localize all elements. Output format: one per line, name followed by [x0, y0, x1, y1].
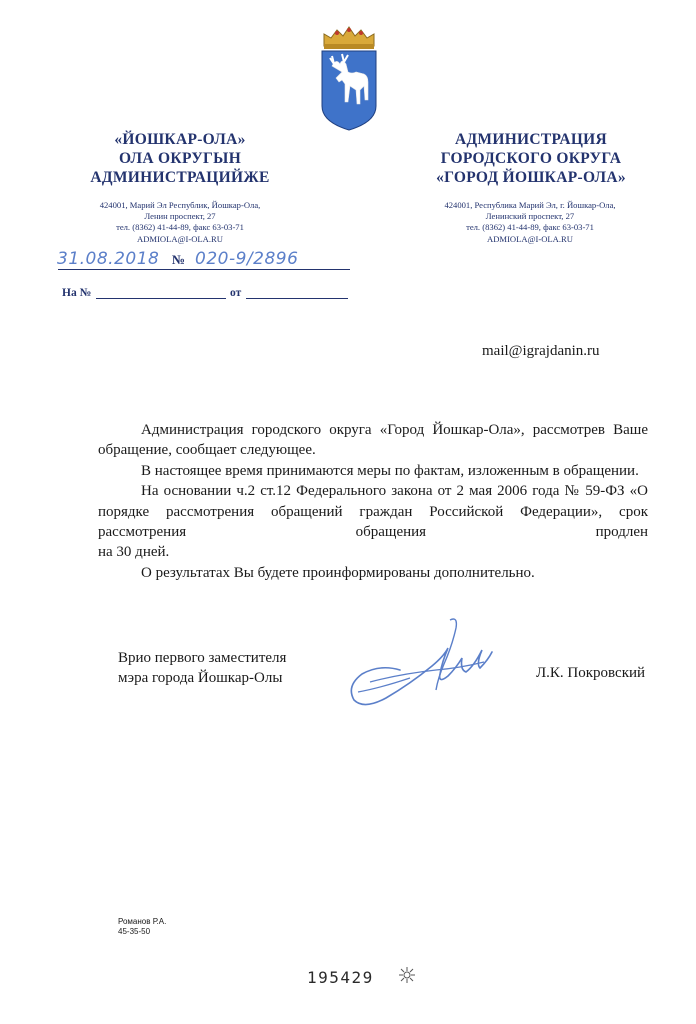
reference-date-blank [246, 298, 348, 299]
number-sign: № [172, 252, 186, 267]
serial-number: 195429 [307, 968, 374, 987]
executor-name: Романов Р.А. [118, 917, 167, 926]
letter-body [98, 420, 648, 583]
address-line: Ленин проспект, 27 [144, 211, 216, 222]
address-line: 424001, Республика Марий Эл, г. Йошкар-Ола, [444, 200, 616, 210]
registration-line [55, 251, 355, 275]
paragraph: В настоящее время принимаются меры по фактам, изложенным в обращении. [141, 462, 639, 479]
position-line: мэра города Йошкар-Олы [118, 670, 283, 687]
header-right-line: АДМИНИСТРАЦИЯ [454, 131, 608, 148]
header-right-address [420, 200, 640, 245]
header-left-address [72, 200, 288, 245]
registration-date: 31.08.2018 [57, 249, 160, 269]
recipient-email: mail@igrajdanin.ru [482, 343, 600, 359]
reference-from-label: от [230, 287, 242, 299]
handwritten-signature [340, 612, 500, 720]
address-line: ADMIOLA@I-OLA.RU [137, 233, 223, 244]
executor-phone: 45-35-50 [118, 927, 151, 936]
position-line: Врио первого заместителя [118, 650, 287, 666]
registration-number: 020-9/2896 [195, 249, 299, 269]
signatory-name: Л.К. Покровский [536, 665, 646, 681]
print-mark-icon [398, 966, 416, 984]
registration-underline [58, 269, 350, 270]
address-line: 424001, Марий Эл Республик, Йошкар-Ола, [99, 200, 261, 210]
header-right-line: «ГОРОД ЙОШКАР-ОЛА» [436, 169, 626, 186]
reference-line [62, 287, 352, 305]
header-left-line: ОЛА ОКРУГЫН [118, 150, 242, 167]
address-line: тел. (8362) 41-44-89, факс 63-03-71 [116, 222, 244, 233]
address-line: ADMIOLA@I-OLA.RU [487, 233, 573, 244]
address-line: Ленинский проспект, 27 [485, 211, 575, 222]
reference-on-label: На № [62, 287, 92, 299]
header-right-line: ГОРОДСКОГО ОКРУГА [440, 150, 622, 167]
header-left-line: АДМИНИСТРАЦИЙЖЕ [90, 169, 270, 186]
paragraph: На основании ч.2 ст.12 Федерального закона от 2 мая 2006 года № 59-ФЗ «О порядке рассмотрения обращений граждан Российской Федерации», срок рассмотрения обращения продлен [98, 483, 648, 541]
header-right-title [418, 130, 644, 187]
executor-info [118, 917, 166, 937]
paragraph: на 30 дней. [98, 544, 170, 561]
address-line: тел. (8362) 41-44-89, факс 63-03-71 [466, 222, 594, 233]
paragraph: Администрация городского округа «Город Йошкар-Ола», рассмотрев Ваше обращение, сообщает следующее. [98, 422, 648, 459]
signatory-position [118, 648, 286, 689]
paragraph: О результатах Вы будете проинформированы дополнительно. [141, 564, 535, 581]
reference-number-blank [96, 298, 226, 299]
header-left-title [70, 130, 290, 187]
header-left-line: «ЙОШКАР-ОЛА» [114, 131, 246, 148]
coat-of-arms-icon [318, 24, 380, 132]
